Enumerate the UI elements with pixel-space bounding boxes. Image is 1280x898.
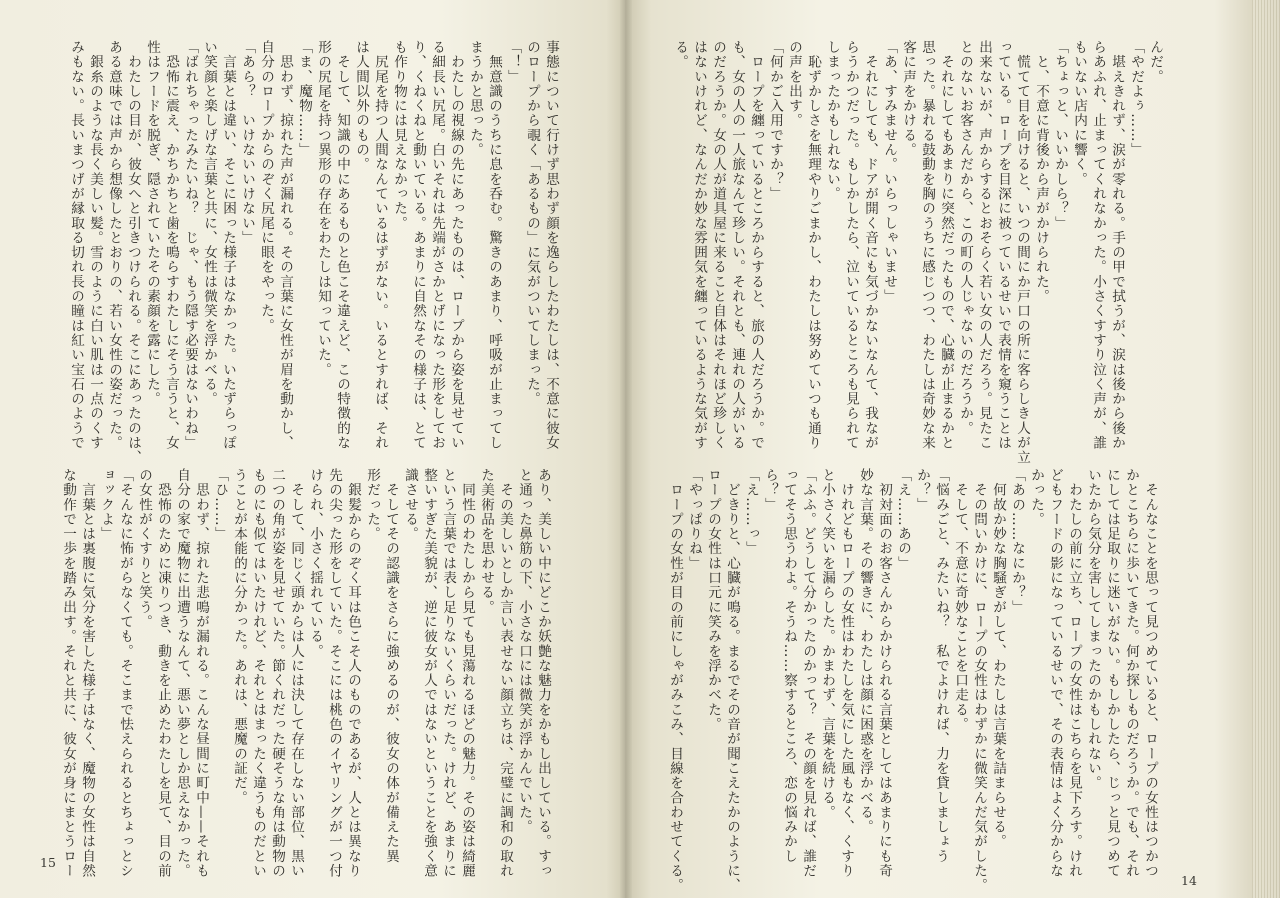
left-bottom-text-block — [58, 468, 552, 879]
text-line: も作り物には見えなかった。 — [391, 40, 407, 231]
text-line: のだろうか。女の人が道具屋に来ること自体はそれほど珍しく — [710, 40, 726, 451]
text-line: 出来ないが、声からするとおそらく若い女の人だろう。見たこ — [976, 40, 992, 451]
text-line: けられ、小さく揺れている。 — [307, 468, 323, 659]
text-line: 恥ずかしさを無理やりごまかし、わたしは努めていつも通り — [805, 40, 821, 451]
text-line: 客に声をかける。 — [900, 40, 916, 158]
text-line: 言葉とは裏腹に気分を害した様子はなく、魔物の女性は自然 — [79, 468, 95, 879]
text-line: 「あ、すみません。いらっしゃいませ」 — [881, 40, 897, 304]
text-line: ロープの女性は口元に笑みを浮かべた。 — [705, 468, 721, 732]
right-top-text-block — [670, 40, 1164, 465]
text-line: 「！」 — [505, 40, 521, 84]
text-line: その問いかけに、ロープの女性はわずかに微笑んだ気がした。 — [971, 468, 987, 893]
text-line: 「え……あの」 — [895, 468, 911, 571]
text-line: か？」 — [914, 468, 930, 512]
text-line: 「ばれちゃったみたいね？ じゃ、もう隠す必要はないわね」 — [182, 40, 198, 451]
text-line: 「悩みごと、みたいね？ 私でよければ、力を貸しましょう — [933, 468, 949, 864]
text-line: 「あら？ いけないいけない」 — [239, 40, 255, 246]
text-line: 二つの角が姿を見せていた。節くれだった硬そうな角は動物の — [269, 468, 285, 879]
text-line: と、不意に背後から声がかけられた。 — [1033, 40, 1049, 304]
text-line: 識させる。 — [402, 468, 418, 542]
text-line: り、くねくねと動いている。あまりに自然なその様子は、とて — [410, 40, 426, 451]
text-line: らあふれ、止まってくれなかった。小さくすすり泣く声が、誰 — [1090, 40, 1106, 451]
text-line: 恐怖のために凍りつき、動きを止めたわたしを見て、目の前 — [155, 468, 171, 879]
text-line: それにしても、ドアが開く音にも気づかないなんて、我なが — [862, 40, 878, 451]
text-line: は人間以外のもの。 — [353, 40, 369, 172]
text-line: の声を出す。 — [786, 40, 802, 128]
text-line: そしてその認識をさらに強めるのが、彼女の体が備えた異 — [383, 468, 399, 864]
text-line: 銀糸のような長く美しい髪。雪のように白い肌は一点のくす — [87, 40, 103, 451]
text-line: のロープから覗く「あるもの」に気がついてしまった。 — [524, 40, 540, 407]
right-page — [625, 0, 1280, 898]
text-line: 「やだよぅ……」 — [1128, 40, 1144, 158]
text-line: わたしの目が、彼女へと引きつけられる。そこにあったのは、 — [125, 40, 141, 465]
text-line: それにしてもあまりに突然だったもので、心臓が止まるかと — [938, 40, 954, 451]
text-line: 慌てて目を向けると、いつの間にか戸口の所に客らしき人が立 — [1014, 40, 1030, 465]
text-line: しまったかもしれない。 — [824, 40, 840, 202]
text-line: ら？」 — [762, 468, 778, 512]
text-line: た美術品を思わせる。 — [478, 468, 494, 615]
text-line: 「ひ……」 — [212, 468, 228, 542]
page-number-right: 14 — [1181, 873, 1197, 888]
text-line: 妙な言葉。その響きに、わたしは顔に困惑を浮かべる。 — [857, 468, 873, 835]
text-line: あり、美しい中にどこか妖艶な魅力をかもし出している。すっ — [535, 468, 551, 879]
text-line: かとこちらに歩いてきた。何か探しものだろうか。でも、それ — [1123, 468, 1139, 879]
text-line: 自分の家で魔物に出遭うなんて、悪い夢としか思えなかった。 — [174, 468, 190, 879]
text-line: 銀髪からのぞく耳は色こそ人のものであるが、人とは異なり — [345, 468, 361, 879]
text-line: 同性のわたしから見ても見蕩れるほどの魅力。その姿は綺麗 — [459, 468, 475, 879]
text-line: ある意味では声から想像したとおりの、若い女性の姿だった。 — [106, 40, 122, 451]
text-line: うことが本能的に分かった。あれは、悪魔の証だ。 — [231, 468, 247, 805]
text-line: 事態について行けず思わず顔を逸らしたわたしは、不意に彼女 — [543, 40, 559, 451]
text-line: いたから気分を害してしまったのかもしれない。 — [1085, 468, 1101, 791]
text-line: みもない。長いまつげが縁取る切れ長の瞳は紅い宝石のようで — [68, 40, 84, 451]
text-line: かった。 — [1028, 468, 1044, 527]
text-line: 整いすぎた美貌が、逆に彼女が人ではないということを強く意 — [421, 468, 437, 879]
text-line: 思った。暴れる鼓動を胸のうちに感じつつ、わたしは奇妙な来 — [919, 40, 935, 451]
text-line: 思わず、掠れた声が漏れる。その言葉に女性が眉を動かし、 — [277, 40, 293, 451]
text-line: はないけれど、なんだか妙な雰囲気を纏っているような気がす — [691, 40, 707, 451]
text-line: どきりと、心臓が鳴る。まるでその音が聞こえたかのように、 — [724, 468, 740, 893]
text-line: 「あの……なにか？」 — [1009, 468, 1025, 615]
text-line: ロープを纏っているところからすると、旅の人だろうか。で — [748, 40, 764, 451]
text-line: 「ちょっと、いいかしら？」 — [1052, 40, 1068, 231]
text-line: ものにも似てはいたけれど、それとはまったく違うものだとい — [250, 468, 266, 879]
text-line: 「何かご入用ですか？」 — [767, 40, 783, 202]
text-line: 「ふふ。どうして分かったのかって？ その顔を見れば、誰だ — [800, 468, 816, 879]
text-line: 形の尻尾を持つ異形の存在をわたしは知っていた。 — [315, 40, 331, 377]
text-line: まうかと思った。 — [467, 40, 483, 158]
text-line: の女性がくすりと笑う。 — [136, 468, 152, 630]
text-line: そして、知識の中にあるものと色こそ違えど、この特徴的な — [334, 40, 350, 451]
text-line: わたしの前に立ち、ロープの女性はこちらを見下ろす。けれ — [1066, 468, 1082, 879]
text-line: ってそう思うわよ。そうね……察するところ、恋の悩みかし — [781, 468, 797, 864]
text-line: ロープの女性が目の前にしゃがみこみ、目線を合わせてくる。 — [667, 468, 683, 893]
text-line: そんなことを思って見つめていると、ロープの女性はつかつ — [1142, 468, 1158, 879]
text-line: 性はフードを脱ぎ、隠されていたその素顔を露にした。 — [144, 40, 160, 407]
text-line: っている。ロープを目深に被っているせいで表情を窺うことは — [995, 40, 1011, 451]
text-line: 初対面のお客さんからかけられる言葉としてはあまりにも奇 — [876, 468, 892, 879]
text-line: 先の尖った形をしていた。そこには桃色のイヤリングが一つ付 — [326, 468, 342, 879]
text-line: 言葉とは違い、そこに困った様子はなかった。いたずらっぽ — [220, 40, 236, 451]
text-line: い笑顔と楽しげな言葉と共に、女性は微笑を浮かべる。 — [201, 40, 217, 407]
text-line: そして、不意に奇妙なことを口走る。 — [952, 468, 968, 732]
text-line: も、女の人の一人旅なんて珍しい。それとも、連れの人がいる — [729, 40, 745, 451]
text-line: もいない店内に響く。 — [1071, 40, 1087, 187]
text-line: その美しいとしか言い表せない顔立ちは、完璧に調和の取れ — [497, 468, 513, 879]
text-line: 思わず、掠れた悲鳴が漏れる。こんな昼間に町中——それも — [193, 468, 209, 879]
text-line: にしては足取りに迷いがない。もしかしたら、じっと見つめて — [1104, 468, 1120, 879]
text-line: という言葉では表し足りないくらいだった。けれど、あまりに — [440, 468, 456, 879]
page-number-left: 15 — [40, 855, 56, 870]
text-line: けれどもロープの女性はわたしを気にした風もなく、くすり — [838, 468, 854, 879]
text-line: どもフードの影になっているせいで、その表情はよく分からな — [1047, 468, 1063, 879]
text-line: る細長い尻尾。白いそれは先端がさかとげになった形をしてお — [429, 40, 445, 451]
right-bottom-text-block — [665, 468, 1159, 893]
left-page — [0, 0, 625, 898]
text-line: 「やっぱりね」 — [686, 468, 702, 571]
text-line: 何故か妙な胸騒ぎがして、わたしは言葉を詰まらせる。 — [990, 468, 1006, 849]
text-line: 恐怖に震え、かちかちと歯を鳴らすわたしにそう言うと、女 — [163, 40, 179, 451]
text-line: そして、同じく頭からは人には決して存在しない部位、黒い — [288, 468, 304, 879]
text-line: 「そんなに怖がらなくても。そこまで怯えられるとちょっとシ — [117, 468, 133, 879]
book-gutter — [620, 0, 632, 898]
page-edge — [1252, 0, 1280, 898]
text-line: んだ。 — [1147, 40, 1163, 84]
text-line: る。 — [672, 40, 688, 70]
text-line: な動作で一歩を踏み出す。それと共に、彼女が身にまとうロー — [60, 468, 76, 879]
text-line: 無意識のうちに息を呑む。驚きのあまり、呼吸が止まってし — [486, 40, 502, 451]
left-top-text-block — [66, 40, 560, 465]
text-line: らうかつだった。もしかしたら、泣いているところも見られて — [843, 40, 859, 451]
text-line: 「ま、魔物……」 — [296, 40, 312, 158]
text-line: 堪えきれず、涙が零れる。手の甲で拭うが、涙は後から後か — [1109, 40, 1125, 451]
text-line: わたしの視線の先にあったものは、ロープから姿を見せてい — [448, 40, 464, 451]
text-line: と通った鼻筋の下、小さな口には微笑が浮かんでいた。 — [516, 468, 532, 835]
text-line: 「え……っ」 — [743, 468, 759, 556]
text-line: 尻尾を持つ人間なんているはずがない。いるとすれば、それ — [372, 40, 388, 451]
text-line: 自分のロープからのぞく尻尾に眼をやった。 — [258, 40, 274, 333]
text-line: とのないお客さんだから、この町の人じゃないのだろうか。 — [957, 40, 973, 436]
text-line: 形だった。 — [364, 468, 380, 542]
text-line: ョックよ」 — [98, 468, 114, 542]
text-line: と小さく笑いを漏らした。かまわず、言葉を続ける。 — [819, 468, 835, 820]
